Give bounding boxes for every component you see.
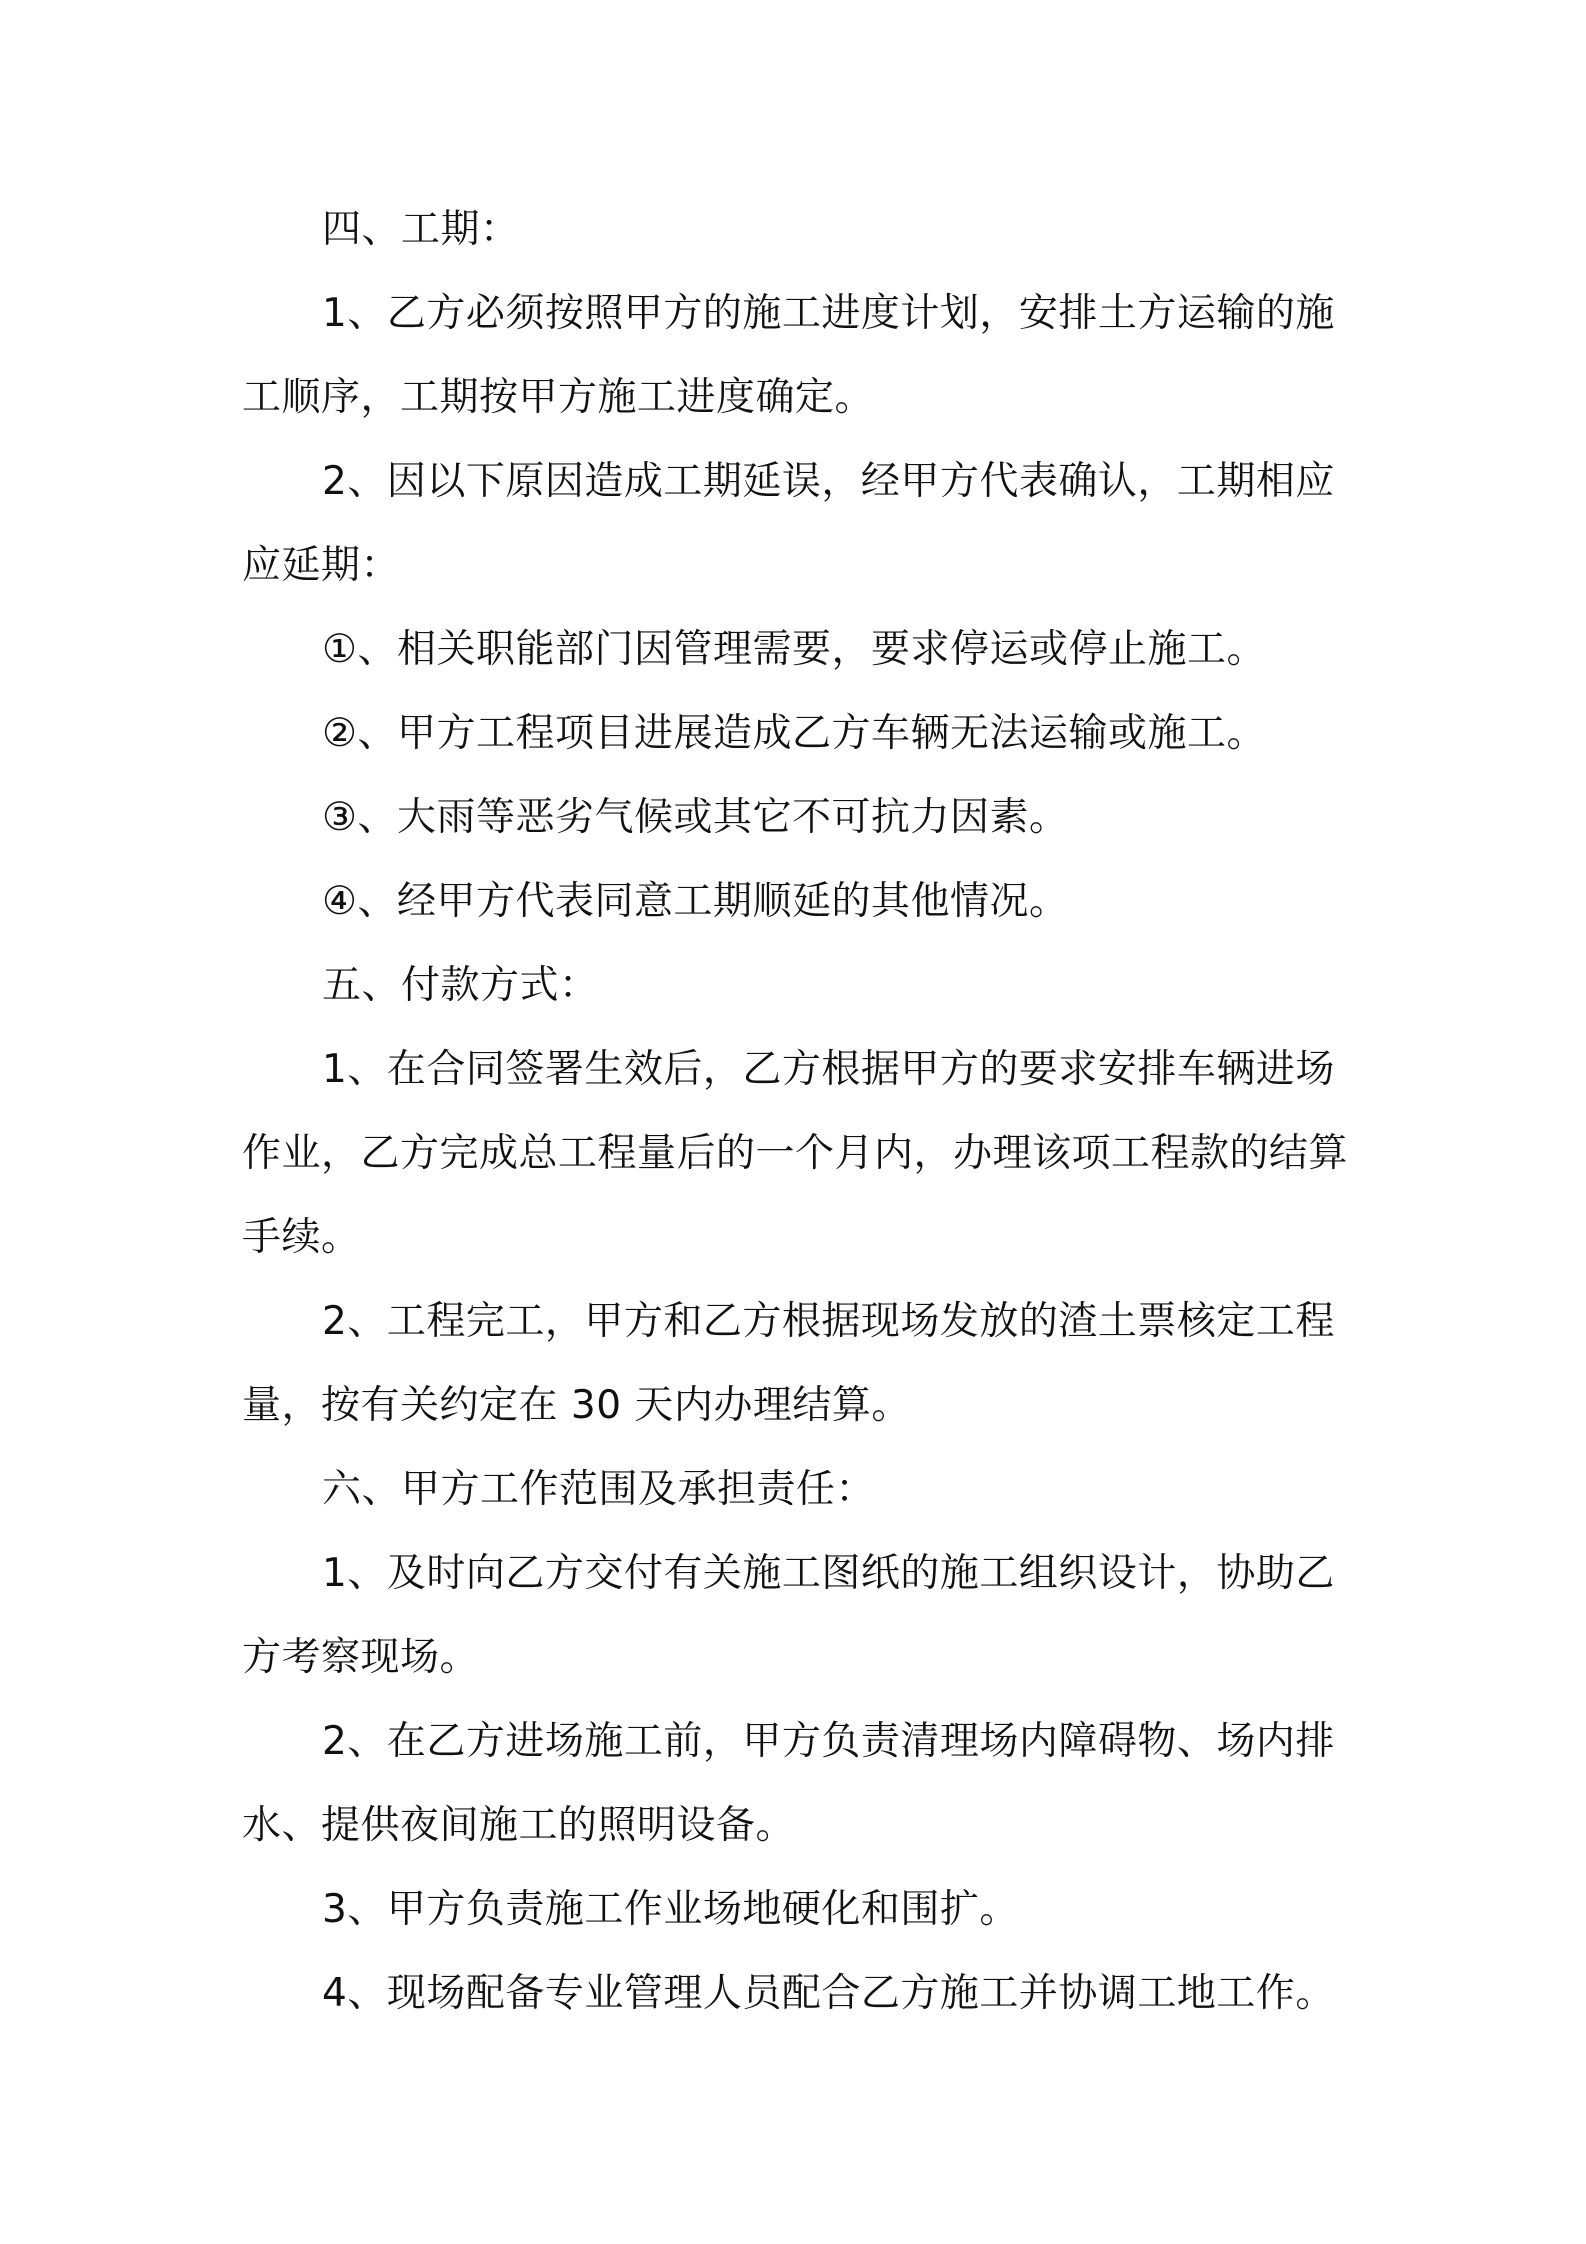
paragraph: 2、因以下原因造成工期延误，经甲方代表确认，工期相应应延期： — [242, 459, 1335, 588]
paragraph: 3、甲方负责施工作业场地硬化和围扩。 — [322, 1887, 1019, 1932]
paragraph: 1、及时向乙方交付有关施工图纸的施工组织设计，协助乙方考察现场。 — [242, 1551, 1335, 1680]
section-heading-schedule: 四、工期： — [322, 207, 520, 252]
document-body — [242, 188, 1356, 2036]
section-heading-party-a-scope: 六、甲方工作范围及承担责任： — [322, 1467, 876, 1512]
section-heading-payment: 五、付款方式： — [322, 963, 599, 1008]
paragraph: 4、现场配备专业管理人员配合乙方施工并协调工地工作。 — [322, 1971, 1335, 2016]
list-item: ③、大雨等恶劣气候或其它不可抗力因素。 — [322, 795, 1069, 840]
list-item: ②、甲方工程项目进展造成乙方车辆无法运输或施工。 — [322, 711, 1266, 756]
paragraph: 2、工程完工，甲方和乙方根据现场发放的渣土票核定工程量，按有关约定在 30 天内办理结算。 — [242, 1299, 1335, 1428]
paragraph: 1、在合同签署生效后，乙方根据甲方的要求安排车辆进场作业，乙方完成总工程量后的一个月内，办理该项工程款的结算手续。 — [242, 1047, 1349, 1260]
paragraph: 2、在乙方进场施工前，甲方负责清理场内障碍物、场内排水、提供夜间施工的照明设备。 — [242, 1719, 1335, 1848]
list-item: ④、经甲方代表同意工期顺延的其他情况。 — [322, 879, 1069, 924]
paragraph: 1、乙方必须按照甲方的施工进度计划，安排土方运输的施工顺序，工期按甲方施工进度确定。 — [242, 291, 1335, 420]
list-item: ①、相关职能部门因管理需要，要求停运或停止施工。 — [322, 627, 1266, 672]
